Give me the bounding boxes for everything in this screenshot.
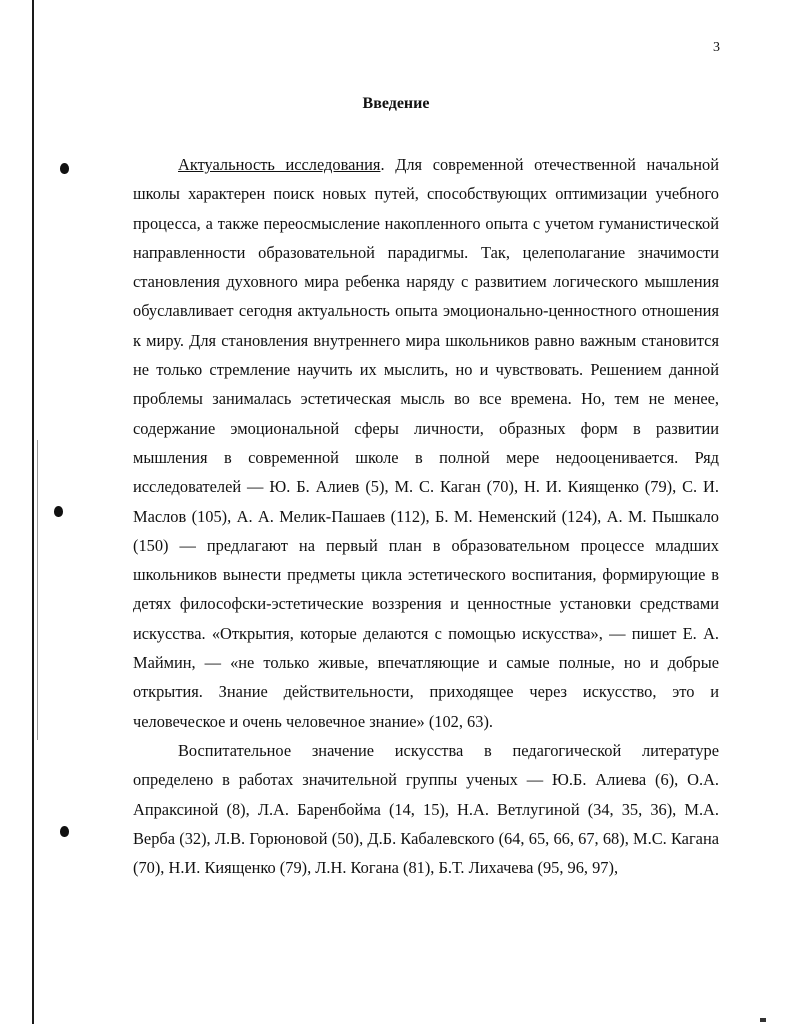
binding-hole-mark: [54, 506, 63, 517]
scan-corner-mark: [760, 1018, 766, 1022]
binding-hole-mark: [60, 163, 69, 174]
binding-hole-mark: [60, 826, 69, 837]
document-body: [133, 150, 719, 882]
paragraph-educational-value: [133, 736, 719, 882]
page-number: 3: [713, 40, 720, 55]
paragraph-text: Воспитательное значение искусства в педагогической литературе определено в работах значительной группы ученых — Ю.Б. Алиева (6), О.А. Апраксиной (8), Л.А. Баренбойма (14, 15), Н.А. Ветлугиной (34, 35, 36), М.А. Верба (32), Л.В. Горюновой (50), Д.Б. Кабалевского (64, 65, 66, 67, 68), М.С. Кагана (70), Н.И. Киященко (79), Л.Н. Когана (81), Б.Т. Лихачева (95, 96, 97),: [133, 740, 719, 878]
paragraph-relevance: [133, 150, 719, 736]
paragraph-text: Для современной отечественной начальной школы характерен поиск новых путей, способствующих оптимизации учебного процесса, а также переосмысление накопленного опыта с учетом гуманистической направленности образовательной парадигмы. Так, целеполагание значимости становления духовного мира ребенка наряду с развитием логического мышления обуславливает сегодня актуальность опыта эмоционально-ценностного отношения к миру. Для становления внутреннего мира школьников равно важным становится не только стремление научить их мыслить, но и чувствовать. Решением данной проблемы занималась эстетическая мысль во все времена. Но, тем не менее, содержание эмоциональной сферы личности, образных форм в развитии мышления в современной школе в полной мере недооценивается. Ряд исследователей — Ю. Б. Алиев (5), М. С. Каган (70), Н. И. Киященко (79), С. И. Маслов (105), А. А. Мелик-Пашаев (112), Б. М. Неменский (124), А. М. Пышкало (150) — предлагают на первый план в образовательном процессе младших школьников вынести предметы цикла эстетического воспитания, формирующие в детях философски-эстетические воззрения и ценностные установки средствами искусства. «Открытия, которые делаются с помощью искусства», — пишет Е. А. Маймин, — «не только живые, впечатляющие и самые полные, но и добрые открытия. Знание действительности, приходящее через искусство, это и человеческое и очень человечное знание» (102, 63).: [133, 155, 720, 731]
relevance-heading-punct: .: [380, 155, 385, 174]
relevance-heading-term: Актуальность исследования: [178, 155, 381, 174]
scan-edge-shadow: [37, 440, 38, 740]
scan-edge-line: [32, 0, 34, 1024]
page-title: Введение: [362, 95, 430, 112]
